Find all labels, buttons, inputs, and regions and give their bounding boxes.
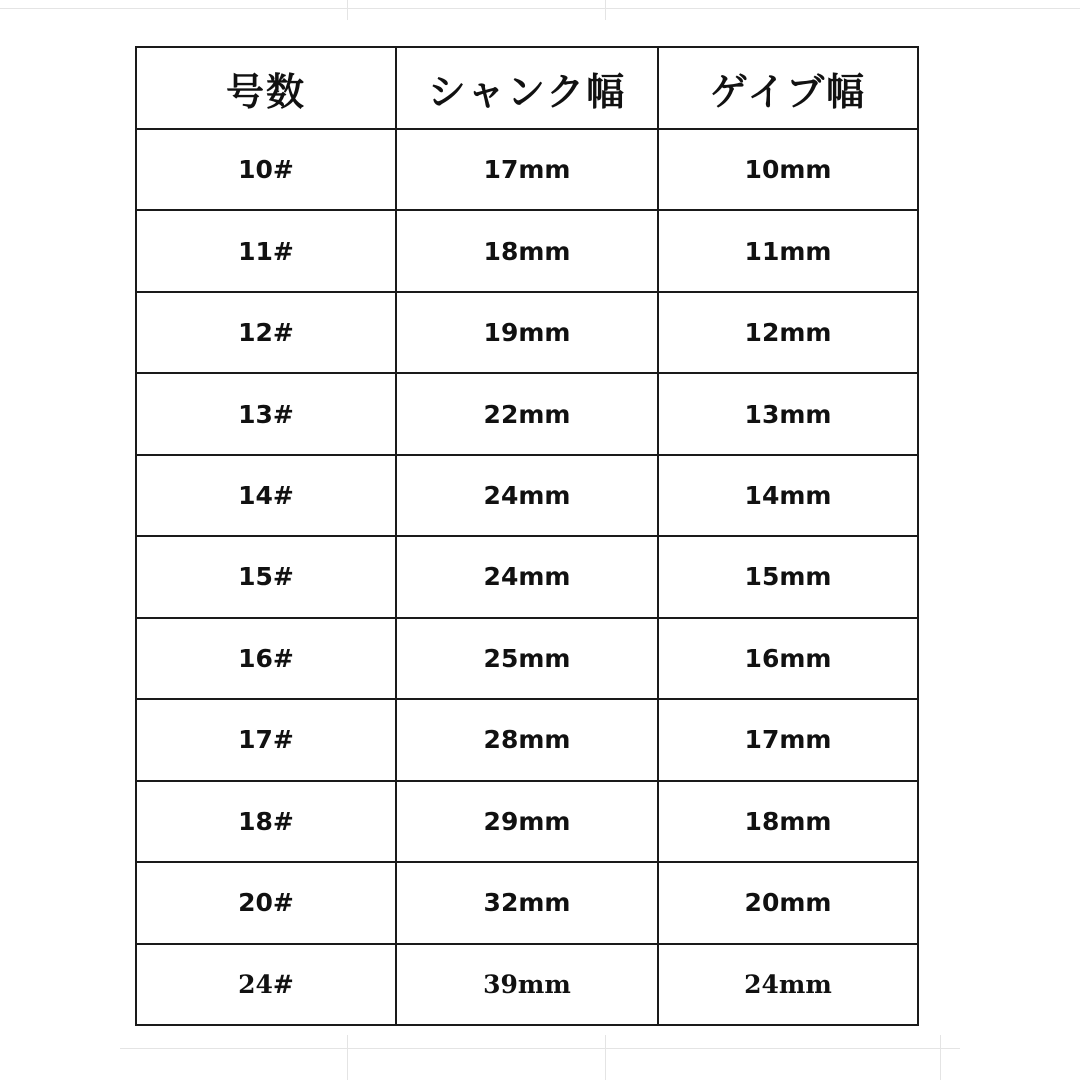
cell-size: 14# — [136, 455, 396, 536]
grid-line — [605, 0, 606, 20]
grid-line — [120, 1048, 960, 1049]
header-gape-width: ゲイブ幅 — [658, 47, 918, 129]
cell-size: 12# — [136, 292, 396, 373]
cell-gape-width: 12mm — [658, 292, 918, 373]
cell-gape-width: 13mm — [658, 373, 918, 454]
header-size: 号数 — [136, 47, 396, 129]
cell-size: 17# — [136, 699, 396, 780]
table-row — [136, 944, 918, 1025]
cell-shank-width: 32mm — [396, 862, 658, 943]
cell-gape-width: 10mm — [658, 129, 918, 210]
cell-gape-width: 15mm — [658, 536, 918, 617]
cell-gape-width: 24mm — [658, 944, 918, 1025]
cell-shank-width: 28mm — [396, 699, 658, 780]
cell-gape-width: 11mm — [658, 210, 918, 291]
grid-line — [347, 1035, 348, 1080]
cell-shank-width: 39mm — [396, 944, 658, 1025]
size-table — [135, 46, 919, 1026]
cell-size: 15# — [136, 536, 396, 617]
cell-shank-width: 24mm — [396, 536, 658, 617]
cell-gape-width: 14mm — [658, 455, 918, 536]
table-row — [136, 781, 918, 862]
cell-size: 20# — [136, 862, 396, 943]
cell-size: 18# — [136, 781, 396, 862]
cell-gape-width: 18mm — [658, 781, 918, 862]
table-row — [136, 618, 918, 699]
cell-shank-width: 18mm — [396, 210, 658, 291]
cell-shank-width: 29mm — [396, 781, 658, 862]
header-shank-width: シャンク幅 — [396, 47, 658, 129]
cell-size: 11# — [136, 210, 396, 291]
table-row — [136, 292, 918, 373]
header-row — [136, 47, 918, 129]
table-row — [136, 699, 918, 780]
cell-shank-width: 24mm — [396, 455, 658, 536]
table-row — [136, 455, 918, 536]
cell-shank-width: 25mm — [396, 618, 658, 699]
table-row — [136, 129, 918, 210]
table-row — [136, 862, 918, 943]
cell-size: 13# — [136, 373, 396, 454]
grid-line — [940, 1035, 941, 1080]
cell-gape-width: 17mm — [658, 699, 918, 780]
table-row — [136, 210, 918, 291]
cell-size: 16# — [136, 618, 396, 699]
table-row — [136, 373, 918, 454]
grid-line — [605, 1035, 606, 1080]
cell-gape-width: 16mm — [658, 618, 918, 699]
grid-line — [0, 8, 1080, 9]
cell-size: 10# — [136, 129, 396, 210]
grid-line — [347, 0, 348, 20]
table-row — [136, 536, 918, 617]
cell-gape-width: 20mm — [658, 862, 918, 943]
cell-size: 24# — [136, 944, 396, 1025]
cell-shank-width: 19mm — [396, 292, 658, 373]
cell-shank-width: 22mm — [396, 373, 658, 454]
cell-shank-width: 17mm — [396, 129, 658, 210]
